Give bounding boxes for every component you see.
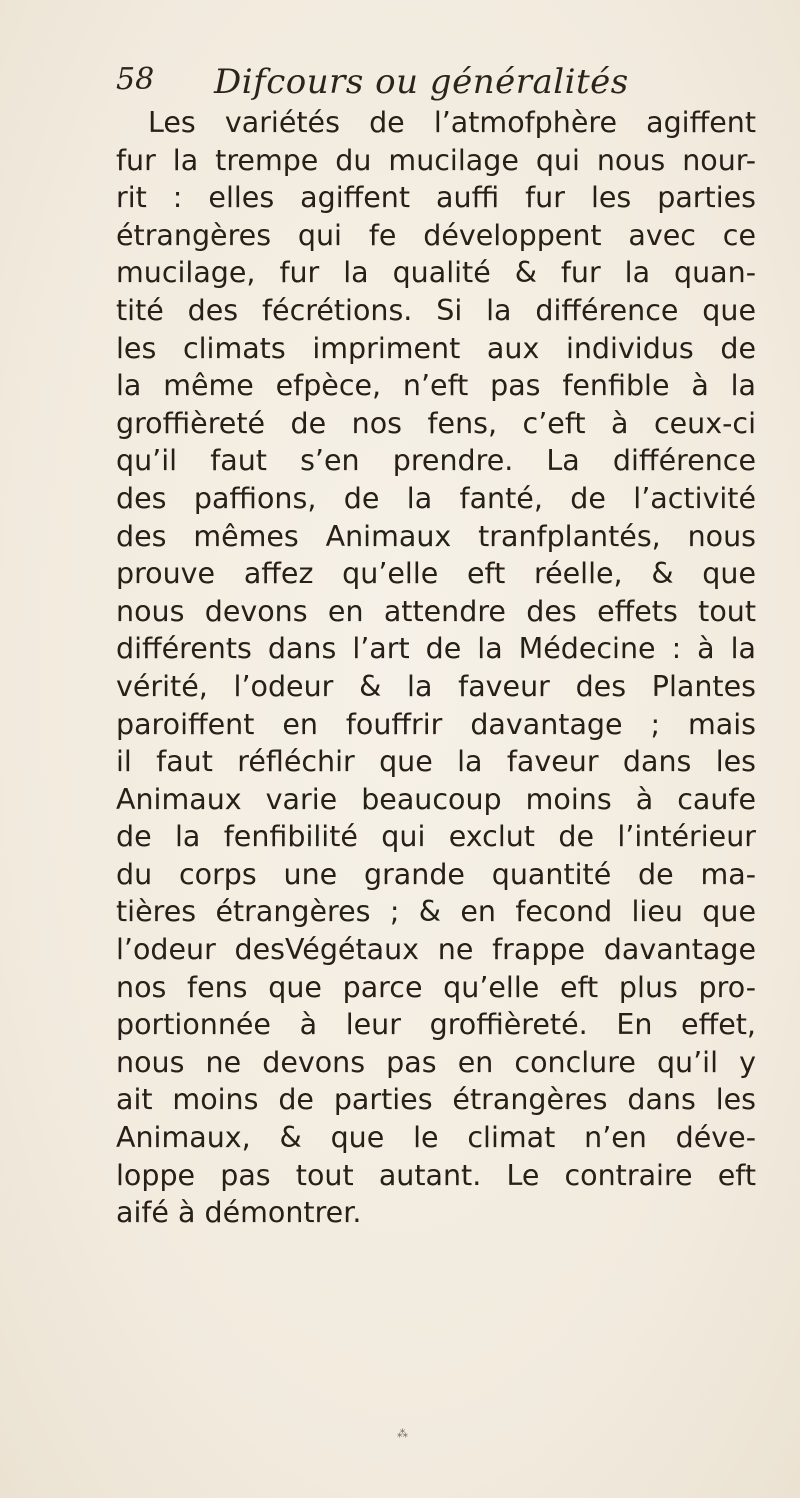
text-line: groffièreté de nos fens, c’eft à ceux-ci <box>116 406 756 440</box>
text-line: prouve affez qu’elle eft réelle, & que <box>116 557 756 591</box>
text-line: tité des fécrétions. Si la différence que <box>116 293 756 327</box>
text-line: nos fens que parce qu’elle eft plus pro- <box>116 970 756 1004</box>
running-title: Difcours ou généralités <box>214 62 629 102</box>
text-line: rit : elles agiffent auffi fur les parties <box>116 181 756 215</box>
text-line: des mêmes Animaux tranfplantés, nous <box>116 519 756 553</box>
text-line: qu’il faut s’en prendre. La différence <box>116 444 756 478</box>
text-line: mucilage, fur la qualité & fur la quan- <box>116 256 756 290</box>
text-line: de la fenfibilité qui exclut de l’intérieur <box>116 820 756 854</box>
page-number: 58 <box>116 62 155 97</box>
text-line: des paffions, de la fanté, de l’activité <box>116 481 756 515</box>
text-line: fur la trempe du mucilage qui nous nour- <box>116 143 756 177</box>
printer-mark: ⁂ <box>397 1427 408 1440</box>
text-line: paroiffent en fouffrir davantage ; mais <box>116 707 756 741</box>
body-paragraph <box>116 104 756 1232</box>
text-line: Les variétés de l’atmofphère agiffent <box>148 106 756 139</box>
text-line: tières étrangères ; & en fecond lieu que <box>116 895 756 929</box>
text-line: nous devons en attendre des effets tout <box>116 594 756 628</box>
text-line: l’odeur desVégétaux ne frappe davantage <box>116 933 756 967</box>
text-line: la même efpèce, n’eft pas fenfible à la <box>116 369 756 403</box>
text-line: du corps une grande quantité de ma- <box>116 857 756 891</box>
text-line: aifé à démontrer. <box>116 1196 362 1230</box>
text-line: loppe pas tout autant. Le contraire eft <box>116 1158 756 1192</box>
text-line: portionnée à leur groffièreté. En effet, <box>116 1008 756 1042</box>
text-line: ait moins de parties étrangères dans les <box>116 1083 756 1117</box>
page-header <box>116 62 756 108</box>
text-line: vérité, l’odeur & la faveur des Plantes <box>116 669 756 703</box>
text-line: Animaux, & que le climat n’en déve- <box>116 1121 756 1155</box>
text-line: il faut réfléchir que la faveur dans les <box>116 745 756 779</box>
text-line: Animaux varie beaucoup moins à caufe <box>116 782 756 816</box>
text-line: les climats impriment aux individus de <box>116 331 756 365</box>
text-line: étrangères qui fe développent avec ce <box>116 218 756 252</box>
text-line: nous ne devons pas en conclure qu’il y <box>116 1045 756 1079</box>
text-line: différents dans l’art de la Médecine : à la <box>116 632 756 666</box>
